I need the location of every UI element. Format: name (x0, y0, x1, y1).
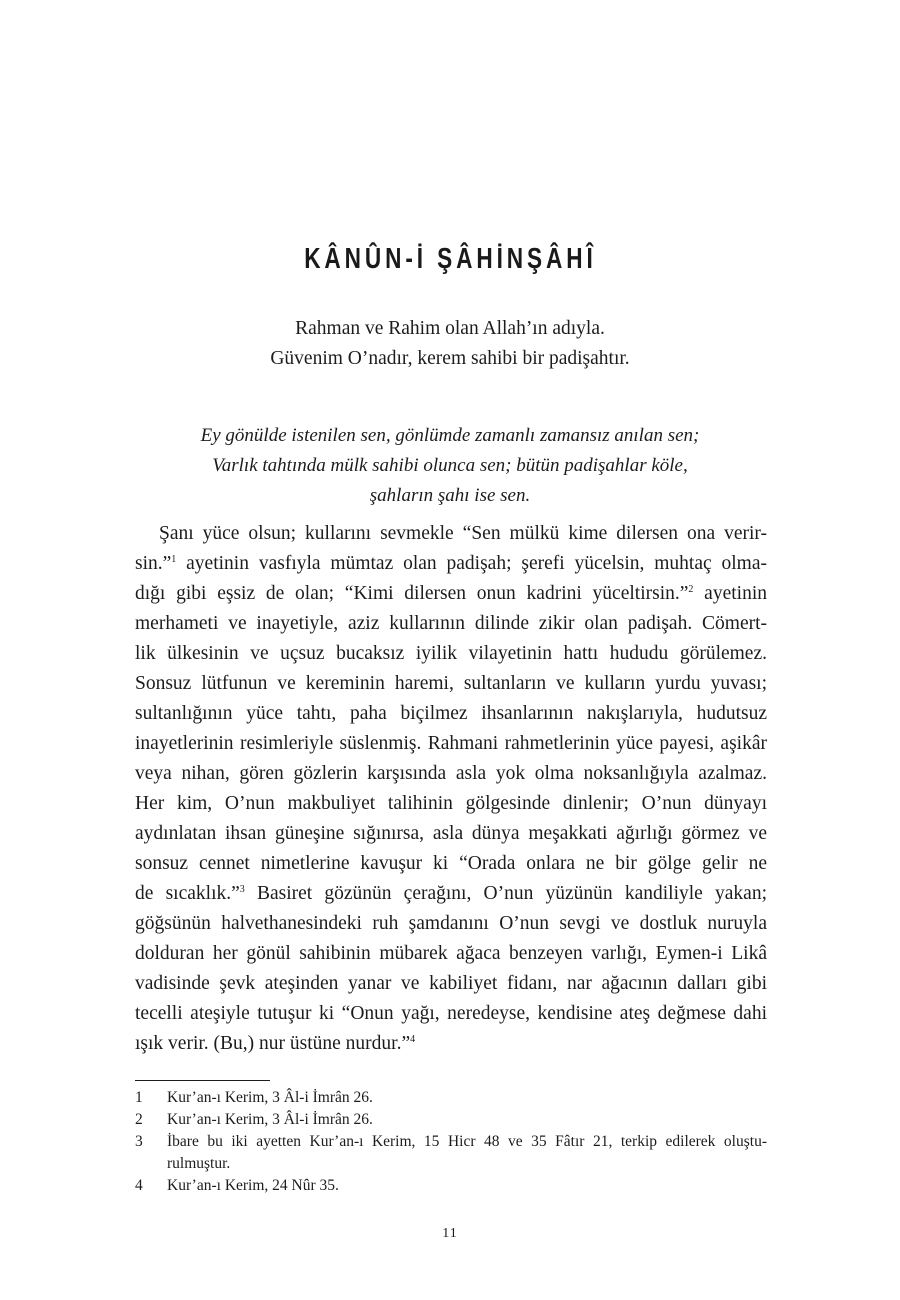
footnote-text (167, 1175, 767, 1197)
body-line (135, 909, 767, 939)
body-line (135, 699, 767, 729)
body-line-text: Şanı yüce olsun; kullarını sevmekle “Sen mülkü kime dilersen ona verir- (159, 523, 767, 544)
body-line-text: sultanlığının yüce tahtı, paha biçilmez ihsanlarının nakışlarıyla, hudutsuz (135, 703, 767, 724)
body-line-text: ışık verir. (Bu,) nur üstüne nurdur.” (135, 1033, 411, 1054)
body-line-text: ayetinin (693, 583, 767, 604)
invocation-line: Varlık tahtında mülk sahibi olunca sen; bütün padişahlar köle, (212, 455, 688, 476)
footnote-number: 3 (135, 1133, 143, 1150)
page-number: 11 (442, 1226, 458, 1241)
body-line-text: Her kim, O’nun makbuliyet talihinin gölgesinde dinlenir; O’nun dünyayı (135, 793, 767, 814)
body-line (135, 789, 767, 819)
body-line (135, 849, 767, 879)
body-line-text: dığı gibi eşsiz de olan; “Kimi dilersen onun kadrini yüceltirsin.” (135, 583, 689, 604)
invocation-verse (0, 421, 900, 511)
body-line (135, 969, 767, 999)
body-line (135, 729, 767, 759)
body-line (135, 549, 767, 579)
body-line-text: merhameti ve inayetiyle, aziz kullarının dilinde zikir olan padişah. Cömert- (135, 613, 767, 634)
footnote-text (167, 1109, 767, 1131)
footnote-line: Kur’an-ı Kerim, 3 Âl-i İmrân 26. (167, 1089, 373, 1106)
footnote-reference[interactable]: 2 (688, 584, 694, 595)
body-line (135, 579, 767, 609)
footnote-number: 2 (135, 1111, 143, 1128)
body-line-text: lik ülkesinin ve uçsuz bucaksız iyilik vilayetinin hattı hududu görülemez. (135, 643, 767, 664)
body-line (135, 879, 767, 909)
footnote (135, 1131, 767, 1175)
body-line (135, 759, 767, 789)
body-line-text: Basiret gözünün çerağını, O’nun yüzünün kandiliyle yakan; (244, 883, 767, 904)
body-line-text: inayetlerinin resimleriyle süslenmiş. Rahmani rahmetlerinin yüce payesi, aşikâr (135, 733, 767, 754)
body-line-text: de sıcaklık.” (135, 883, 240, 904)
body-line-text: sonsuz cennet nimetlerine kavuşur ki “Orada onlara ne bir gölge gelir ne (135, 853, 767, 874)
invocation-line: şahların şahı ise sen. (369, 485, 531, 506)
body-line (135, 819, 767, 849)
invocation-line: Ey gönülde istenilen sen, gönlümde zamanlı zamansız anılan sen; (200, 425, 700, 446)
footnote-line: İbare bu iki ayetten Kur’an-ı Kerim, 15 Hicr 48 ve 35 Fâtır 21, terkip edilerek oluştu- (167, 1133, 767, 1150)
footnote-line: rulmuştur. (167, 1155, 231, 1172)
body-line-text: veya nihan, gören gözlerin karşısında asla yok olma noksanlığıyla azalmaz. (135, 763, 767, 784)
footnote-text (167, 1131, 767, 1175)
body-line-text: ayetinin vasfıyla mümtaz olan padişah; şerefi yücelsin, muhtaç olma- (176, 553, 767, 574)
footnote-line: Kur’an-ı Kerim, 24 Nûr 35. (167, 1177, 339, 1194)
footnote (135, 1175, 767, 1197)
footnote-reference[interactable]: 4 (410, 1034, 416, 1045)
body-line (135, 639, 767, 669)
body-line-text: sin.” (135, 553, 172, 574)
body-line (135, 939, 767, 969)
footnote (135, 1109, 767, 1131)
basmala-line: Güvenim O’nadır, kerem sahibi bir padişahtır. (270, 348, 630, 369)
body-line-text: aydınlatan ihsan güneşine sığınırsa, asla dünya meşakkati ağırlığı görmez ve (135, 823, 767, 844)
body-line (135, 519, 767, 549)
footnote (135, 1087, 767, 1109)
footnote-reference[interactable]: 3 (239, 884, 245, 895)
footnote-divider (135, 1080, 270, 1081)
body-line (135, 609, 767, 639)
chapter-title: KÂNÛN-İ ŞÂHİNŞÂHÎ (304, 243, 597, 275)
footnote-line: Kur’an-ı Kerim, 3 Âl-i İmrân 26. (167, 1111, 373, 1128)
body-line (135, 1029, 767, 1059)
body-line (135, 999, 767, 1029)
body-line-text: tecelli ateşiyle tutuşur ki “Onun yağı, neredeyse, kendisine ateş değmese dahi (135, 1003, 767, 1024)
footnote-number: 4 (135, 1177, 143, 1194)
body-line-text: vadisinde şevk ateşinden yanar ve kabiliyet fidanı, nar ağacının dalları gibi (135, 973, 767, 994)
footnote-reference[interactable]: 1 (171, 554, 177, 565)
footnote-text (167, 1087, 767, 1109)
body-line (135, 669, 767, 699)
body-line-text: dolduran her gönül sahibinin mübarek ağaca benzeyen varlığı, Eymen-i Likâ (135, 943, 767, 964)
basmala (0, 314, 900, 374)
basmala-line: Rahman ve Rahim olan Allah’ın adıyla. (295, 318, 605, 339)
footnotes (135, 1087, 767, 1197)
body-paragraph (135, 519, 767, 1059)
body-line-text: Sonsuz lütfunun ve kereminin haremi, sultanların ve kulların yurdu yuvası; (135, 673, 767, 694)
footnote-number: 1 (135, 1089, 143, 1106)
body-line-text: göğsünün halvethanesindeki ruh şamdanını O’nun sevgi ve dostluk nuruyla (135, 913, 767, 934)
